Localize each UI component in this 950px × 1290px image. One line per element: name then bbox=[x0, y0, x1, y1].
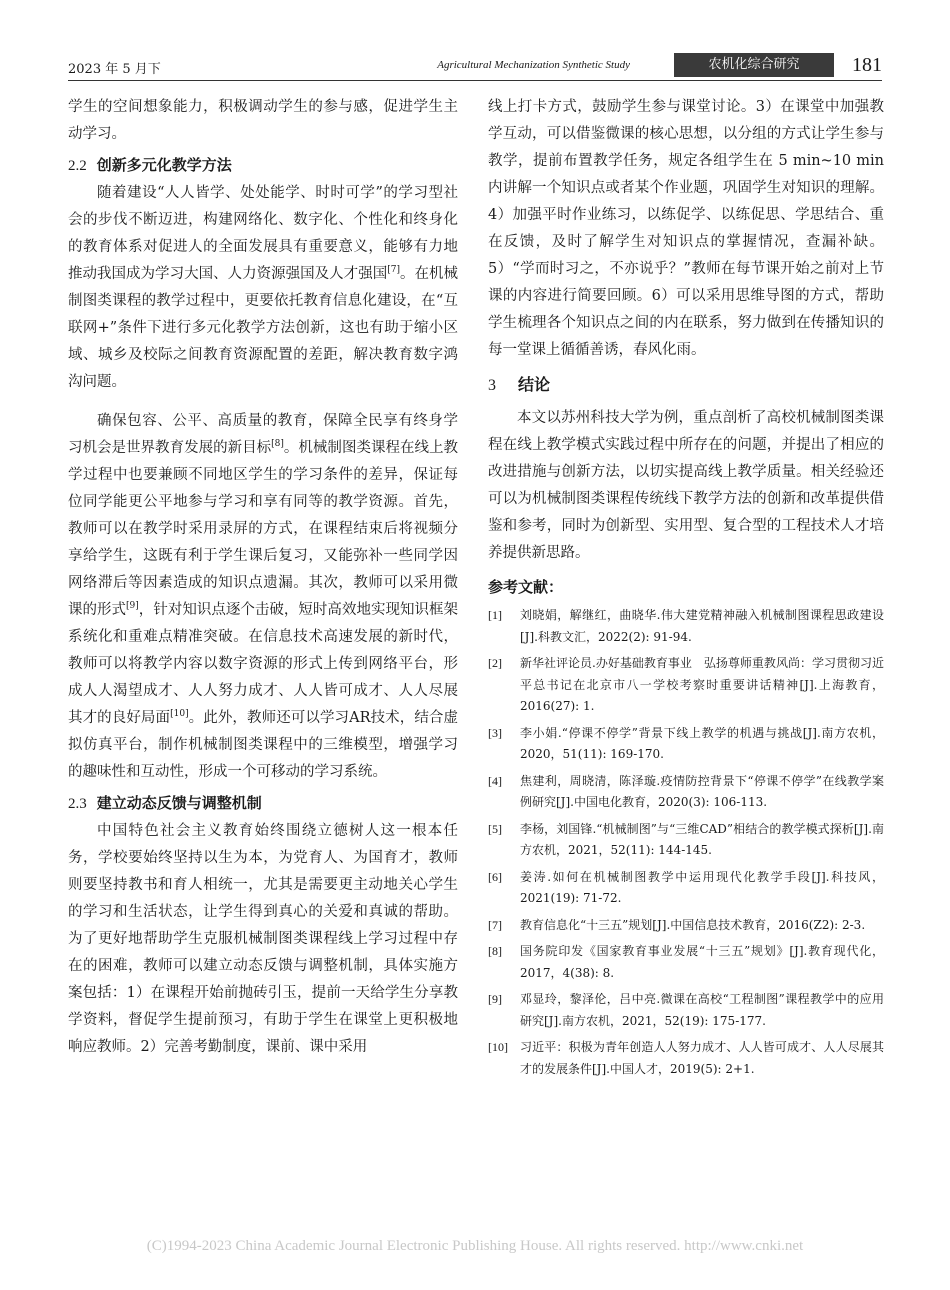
reference-number: [5] bbox=[488, 821, 502, 836]
reference-text: 教育信息化“十三五”规划[J].中国信息技术教育，2016(Z2): 2-3. bbox=[520, 917, 866, 932]
reference-number: [9] bbox=[488, 992, 502, 1006]
left-column bbox=[68, 94, 458, 1061]
section-title: 结论 bbox=[518, 375, 551, 394]
text-run: 。在机械制图类课程的教学过程中，更要依托教育信息化建设，在“互联网+”条件下进行多元化教学方法创新，这也有助于缩小区域、城乡及校际之间教育资源配置的差距，解决教育数字鸿沟问题。 bbox=[68, 266, 459, 390]
text-run: 随着建设“人人皆学、处处能学、时时可学”的学习型社会的步伐不断迈进，构建网络化、数字化、个性化和终身化的教育体系对促进人的全面发展具有重要意义，能够有力地推动我国成为学习大国、人力资源强国及人才强国 bbox=[68, 185, 458, 282]
text-run: 。此外，教师还可以学习AR技术，结合虚拟仿真平台，制作机械制图类课程中的三维模型，增强学习的趣味性和互动性，形成一个可移动的学习系统。 bbox=[68, 710, 459, 780]
paragraph: 中国特色社会主义教育始终围绕立德树人这一根本任务，学校要始终坚持以生为本，为党育人、为国育才，教师则要坚持教书和育人相统一，尤其是需要更主动地关心学生的学习和生活状态，让学生得到真心的关爱和真诚的帮助。为了更好地帮助学生克服机械制图类课程线上学习过程中存在的困难，教师可以建立动态反馈与调整机制，具体实施方案包括：1）在课程开始前抛砖引玉，提前一天给学生分享教学资料，督促学生提前预习，有助于学生在课堂上更积极地响应教师。2）完善考勤制度，课前、课中采用 bbox=[68, 823, 458, 1055]
journal-name-cn: 农机化综合研究 bbox=[674, 53, 834, 77]
reference-number: [8] bbox=[488, 944, 502, 958]
reference-item bbox=[488, 819, 884, 862]
paragraph bbox=[68, 180, 458, 396]
reference-text: 新华社评论员.办好基础教育事业 弘扬尊师重教风尚：学习贯彻习近平总书记在北京市八一学校考察时重要讲话精神[J].上海教育，2016(27): 1. bbox=[520, 656, 884, 713]
reference-number: [1] bbox=[488, 608, 502, 622]
page-number: 181 bbox=[852, 54, 882, 76]
reference-item bbox=[488, 771, 884, 814]
reference-item bbox=[488, 867, 884, 910]
section-number: 2.2 bbox=[68, 158, 87, 174]
reference-number: [2] bbox=[488, 656, 502, 670]
citation: [8] bbox=[271, 439, 284, 450]
header-rule bbox=[68, 80, 882, 81]
reference-number: [7] bbox=[488, 917, 502, 932]
paragraph: 本文以苏州科技大学为例，重点剖析了高校机械制图类课程在线上教学模式实践过程中所存在的问题，并提出了相应的改进措施与创新方法，以切实提高线上教学质量。相关经验还可以为机械制图类课程传统线下教学方法的创新和改革提供借鉴和参考，同时为创新型、实用型、复合型的工程技术人才培养提供新思路。 bbox=[488, 410, 884, 561]
reference-number: [6] bbox=[488, 869, 502, 884]
section-number: 2.3 bbox=[68, 796, 87, 812]
reference-number: [10] bbox=[488, 1040, 508, 1054]
reference-item bbox=[488, 653, 884, 718]
section-number: 3 bbox=[488, 377, 496, 394]
reference-text: 焦建利，周晓清，陈泽璇.疫情防控背景下“停课不停学”在线教学案例研究[J].中国电化教育，2020(3): 106-113. bbox=[520, 773, 884, 809]
section-2-2-heading bbox=[68, 152, 458, 180]
section-3-heading bbox=[488, 370, 884, 401]
reference-item bbox=[488, 605, 884, 648]
references-heading: 参考文献： bbox=[488, 578, 564, 596]
reference-text: 邓显玲，黎泽伦，吕中亮.微课在高校“工程制图”课程教学中的应用研究[J].南方农机，2021，52(19): 175-177. bbox=[520, 992, 884, 1028]
section-2-3-heading bbox=[68, 790, 458, 818]
copyright-footer: (C)1994-2023 China Academic Journal Electronic Publishing House. All rights reserved. http://www.cnki.net bbox=[146, 1238, 804, 1254]
issue-date: 2023 年 5 月下 bbox=[68, 62, 161, 77]
reference-text: 李杨，刘国锋.“机械制图”与“三维CAD”相结合的教学模式探析[J].南方农机，2021，52(11): 144-145. bbox=[520, 821, 884, 857]
reference-item bbox=[488, 1037, 884, 1080]
text-run: 。机械制图类课程在线上教学过程中也要兼顾不同地区学生的学习条件的差异，保证每位同学能更公平地参与学习和享有同等的教学资源。首先，教师可以在教学时采用录屏的方式，在课程结束后将视频分享给学生，这既有利于学生课后复习，又能弥补一些同学因网络滞后等因素造成的知识点遗漏。其次，教师可以采用微课的形式 bbox=[68, 440, 459, 618]
reference-item bbox=[488, 941, 884, 984]
citation: [7] bbox=[387, 265, 400, 276]
paragraph bbox=[68, 408, 458, 786]
reference-item bbox=[488, 989, 884, 1032]
reference-item bbox=[488, 723, 884, 766]
citation: [10] bbox=[170, 709, 189, 720]
journal-name-en: Agricultural Mechanization Synthetic Study bbox=[437, 59, 630, 71]
right-column bbox=[488, 94, 884, 1085]
reference-number: [4] bbox=[488, 773, 502, 788]
reference-text: 国务院印发《国家教育事业发展“十三五”规划》[J].教育现代化，2017，4(38): 8. bbox=[520, 944, 884, 980]
paragraph-continuation: 学生的空间想象能力，积极调动学生的参与感，促进学生主动学习。 bbox=[68, 99, 458, 142]
citation: [9] bbox=[126, 601, 139, 612]
reference-text: 刘晓娟，解继红，曲晓华.伟大建党精神融入机械制图课程思政建设[J].科教文汇，2022(2): 91-94. bbox=[520, 608, 884, 644]
reference-text: 习近平：积极为青年创造人人努力成才、人人皆可成才、人人尽展其才的发展条件[J].中国人才，2019(5): 2+1. bbox=[520, 1040, 884, 1076]
reference-list bbox=[488, 605, 884, 1080]
text-run: ，针对知识点逐个击破，短时高效地实现知识框架系统化和重难点精准突破。在信息技术高速发展的新时代，教师可以将教学内容以数字资源的形式上传到网络平台，形成人人渴望成才、人人努力成才、人人皆可成才、人人尽展其才的良好局面 bbox=[68, 602, 459, 726]
reference-item bbox=[488, 915, 884, 937]
section-title: 创新多元化教学方法 bbox=[96, 156, 232, 174]
section-title: 建立动态反馈与调整机制 bbox=[96, 794, 262, 812]
reference-text: 姜涛.如何在机械制图教学中运用现代化教学手段[J].科技风，2021(19): 71-72. bbox=[520, 869, 884, 905]
reference-text: 李小娟.“停课不停学”背景下线上教学的机遇与挑战[J].南方农机，2020，51(11): 169-170. bbox=[520, 725, 884, 761]
text-run: 确保包容、公平、高质量的教育，保障全民享有终身学习机会是世界教育发展的新目标 bbox=[68, 413, 458, 456]
reference-number: [3] bbox=[488, 725, 502, 740]
paragraph-continuation: 线上打卡方式，鼓励学生参与课堂讨论。3）在课堂中加强教学互动，可以借鉴微课的核心思想，以分组的方式让学生参与教学，提前布置教学任务，规定各组学生在 5 min~10 min 内讲解一个知识点或者某个作业题，巩固学生对知识的理解。4）加强平时作业练习，以练促学、以练促思、学思结合、重在反馈，及时了解学生对知识点的掌握情况，查漏补缺。5）“学而时习之，不亦说乎？”教师在每节课开始之前对上节课的内容进行简要回顾。6）可以采用思维导图的方式，帮助学生梳理各个知识点之间的内在联系，努力做到在传播知识的每一堂课上循循善诱，春风化雨。 bbox=[488, 99, 884, 358]
running-header bbox=[68, 52, 882, 82]
